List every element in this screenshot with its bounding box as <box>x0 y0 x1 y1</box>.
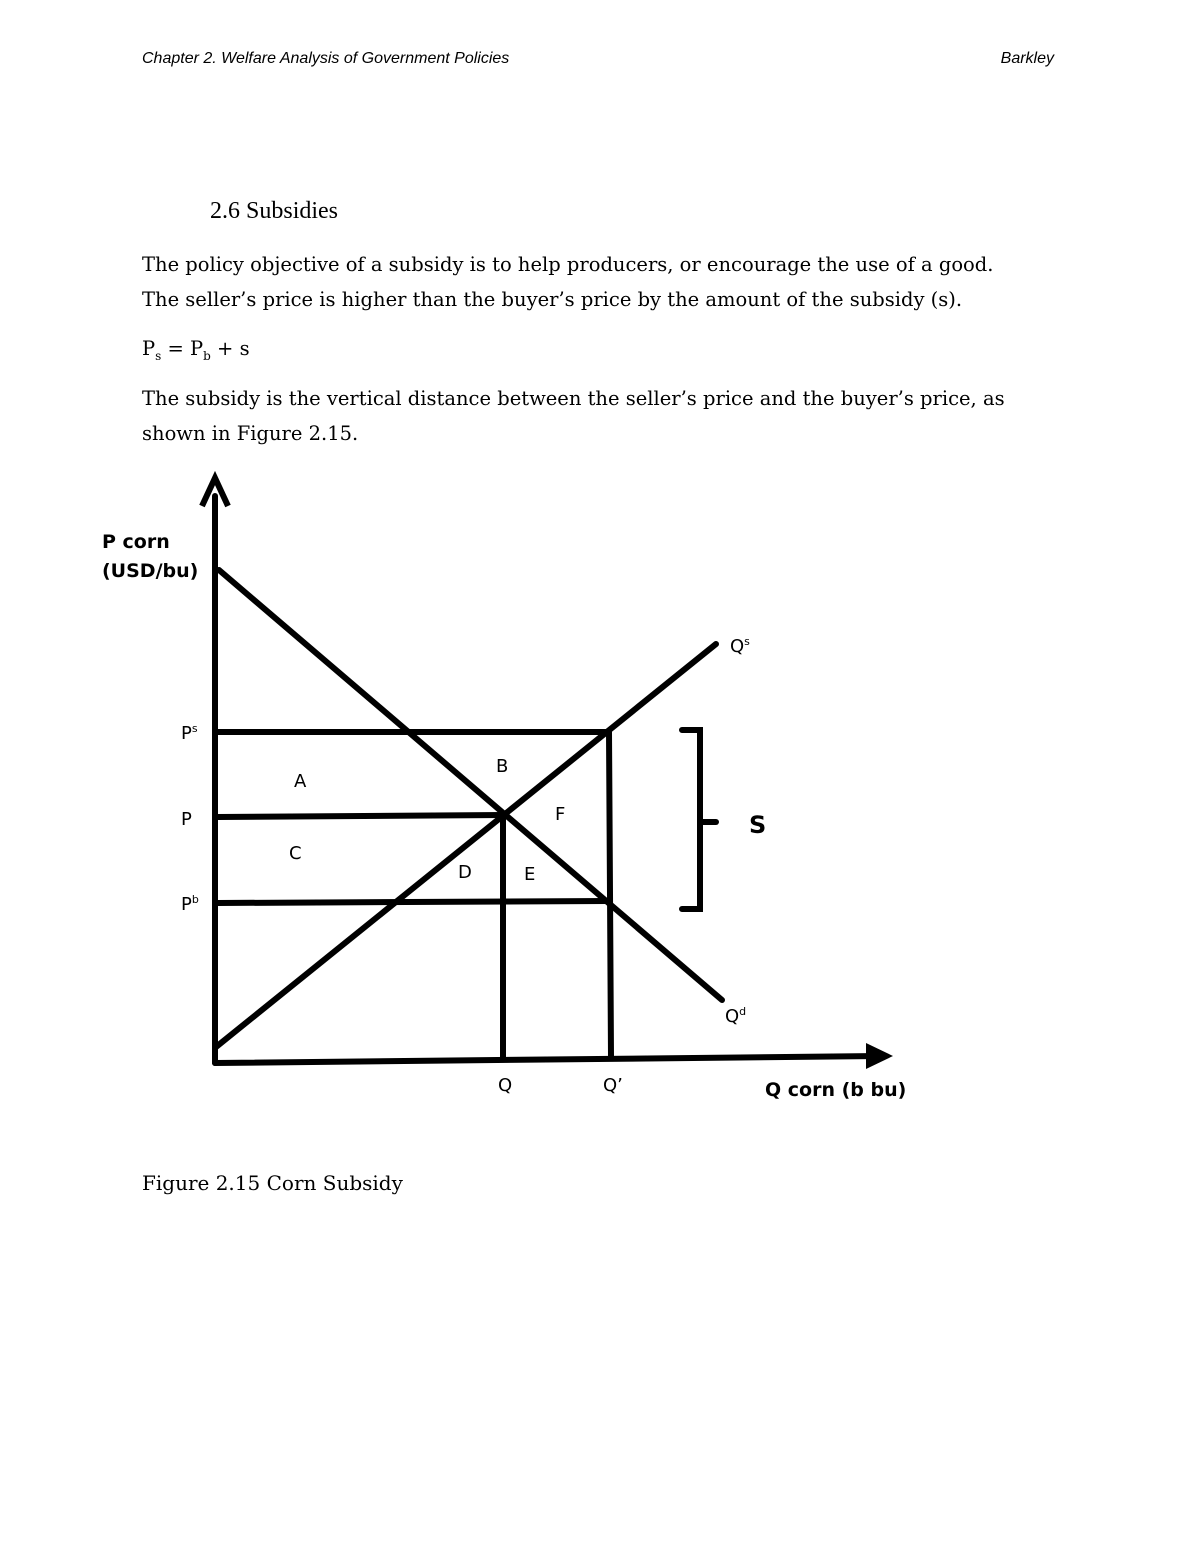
area-label-d: D <box>458 862 472 883</box>
demand-curve-label: $Q^d$ <box>725 1005 747 1027</box>
subsidy-quantity-label: Q’ <box>603 1075 623 1096</box>
section-title: 2.6 Subsidies <box>210 198 339 224</box>
paragraph-line: The subsidy is the vertical distance between the seller’s price and the buyer’s price, as <box>142 387 1005 410</box>
formula-eq: = P <box>161 337 204 360</box>
x-axis-arrowhead <box>866 1043 893 1069</box>
equilibrium-price-line <box>218 815 504 817</box>
subsidy-bracket <box>682 730 700 909</box>
subsidy-quantity-line <box>609 732 611 1056</box>
x-axis-label: Q corn (b bu) <box>765 1079 907 1101</box>
seller-price-label: $P^s$ <box>181 722 198 744</box>
formula-ps: P <box>142 337 156 360</box>
running-header-chapter: Chapter 2. Welfare Analysis of Government Policies <box>142 50 510 67</box>
area-label-e: E <box>524 864 536 885</box>
figure-caption: Figure 2.15 Corn Subsidy <box>142 1171 403 1195</box>
area-label-b: B <box>496 756 509 777</box>
area-label-f: F <box>555 804 566 825</box>
formula-tail: + s <box>210 337 250 360</box>
paragraph-line: The policy objective of a subsidy is to help producers, or encourage the use of a good. <box>142 253 994 276</box>
paragraph-line: shown in Figure 2.15. <box>142 422 359 445</box>
buyer-price-label: $P^b$ <box>181 893 199 915</box>
buyer-price-line <box>218 901 608 903</box>
area-label-c: C <box>289 843 302 864</box>
y-axis-label-line1: P corn <box>102 531 170 553</box>
equilibrium-quantity-label: Q <box>498 1075 513 1096</box>
area-label-a: A <box>294 771 307 792</box>
running-header-author: Barkley <box>1000 50 1054 67</box>
y-axis-label-line2: (USD/bu) <box>102 560 199 582</box>
formula-ps-sub: s <box>155 348 162 363</box>
equilibrium-price-label: P <box>181 809 192 830</box>
paragraph-line: The seller’s price is higher than the buyer’s price by the amount of the subsidy (s). <box>142 288 963 311</box>
subsidy-label: S <box>749 811 767 839</box>
formula-pb-sub: b <box>203 348 211 363</box>
x-axis <box>215 1056 880 1063</box>
supply-curve-label: $Q^s$ <box>730 635 750 657</box>
